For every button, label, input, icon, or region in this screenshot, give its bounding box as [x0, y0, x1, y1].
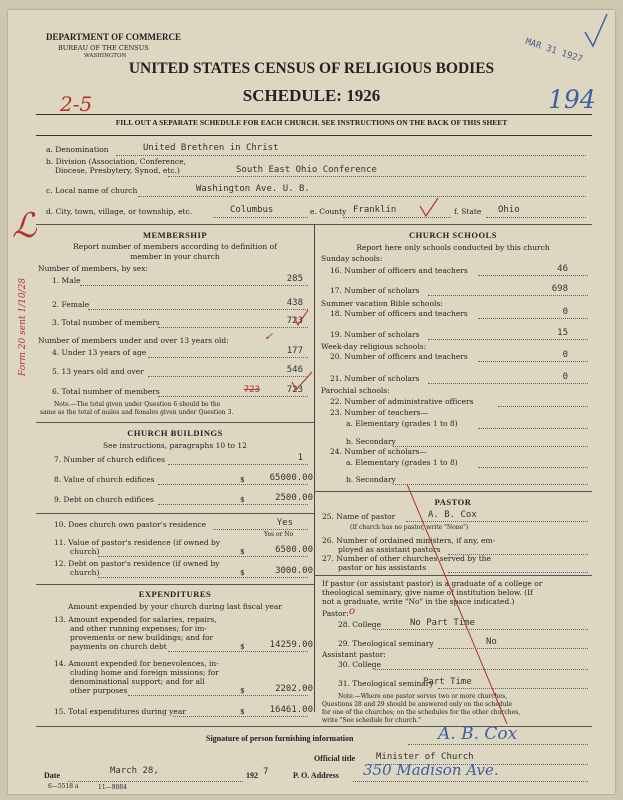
- q21-value: 0: [562, 372, 568, 382]
- pastor-title: PASTOR: [434, 497, 472, 507]
- q21-label: 21. Number of scholars: [330, 374, 420, 383]
- received-stamp: MAR 31 1927: [523, 37, 584, 65]
- local-name-value: Washington Ave. U. B.: [196, 184, 310, 194]
- expenditures-sub: Amount expended by your church during last fiscal year: [68, 602, 282, 611]
- summer-schools-label: Summer vacation Bible schools:: [321, 299, 443, 308]
- q13-line-3: provements or new buildings; and for: [70, 633, 214, 642]
- struck-total-value: 723: [243, 385, 260, 395]
- date-value: March 28,: [110, 766, 159, 776]
- county-value: Franklin: [353, 205, 397, 215]
- dollar-sign: $: [240, 547, 245, 556]
- membership-sub-1: Report number of members according to definition of: [73, 242, 277, 251]
- owns-residence-value: Yes: [276, 518, 293, 528]
- residence-debt-label-2: church): [70, 568, 100, 577]
- q14-line-4: other purposes: [70, 686, 128, 695]
- q20-value: 0: [562, 350, 568, 360]
- state-value: Ohio: [498, 205, 520, 215]
- q31-label: 31. Theological seminary: [338, 679, 434, 688]
- q15-label: 15. Total expenditures during year: [54, 707, 186, 716]
- instruction-line: FILL OUT A SEPARATE SCHEDULE FOR EACH CHURCH. SEE INSTRUCTIONS ON THE BACK OF THIS SHEET: [115, 118, 508, 127]
- weekday-schools-label: Week-day religious schools:: [321, 342, 427, 351]
- female-label: 2. Female: [52, 300, 90, 309]
- pastor-label: Pastor:: [322, 609, 349, 618]
- city-value: Columbus: [230, 205, 274, 215]
- q28-label: 28. College: [338, 620, 382, 629]
- q17-label: 17. Number of scholars: [330, 286, 420, 295]
- date-label: Date: [44, 771, 60, 780]
- q25-value: A. B. Cox: [428, 510, 477, 520]
- edifices-count-value: 1: [297, 453, 303, 463]
- bureau-city: WASHINGTON: [84, 53, 127, 59]
- q14-line-1: 14. Amount expended for benevolences, in-: [54, 659, 219, 668]
- county-label: e. County: [310, 207, 347, 216]
- sunday-schools-label: Sunday schools:: [321, 254, 383, 263]
- q23b-label: b. Secondary: [346, 437, 396, 446]
- residence-value-label: 11. Value of pastor's residence (if owned by: [54, 538, 221, 547]
- edifices-value-label: 8. Value of church edifices: [54, 475, 155, 484]
- q27-label: 27. Number of other churches served by the: [322, 554, 492, 563]
- red-strike-line: [403, 480, 513, 730]
- male-label: 1. Male: [52, 276, 81, 285]
- residence-debt-label: 12. Debt on pastor's residence (if owned by: [54, 559, 220, 568]
- q16-value: 46: [557, 264, 568, 274]
- q18-value: 0: [562, 307, 568, 317]
- q25-label: 25. Name of pastor: [322, 512, 396, 521]
- schools-title: CHURCH SCHOOLS: [409, 230, 497, 240]
- q24b-label: b. Secondary: [346, 475, 396, 484]
- q26-label-2: ployed as assistant pastors: [338, 545, 441, 554]
- pastor-note-2: Questions 28 and 29 should be answered only on the schedule: [322, 701, 513, 708]
- year-suffix: 7: [263, 767, 269, 777]
- q25-note: (If church has no pastor, write "None"): [350, 524, 469, 531]
- q13-line-2: and other running expenses; for im-: [70, 624, 207, 633]
- pastor-note-1: Note.—Where one pastor serves two or more churches,: [338, 693, 508, 700]
- q27-label-2: pastor or his assistants: [338, 563, 427, 572]
- q26-label: 26. Number of ordained ministers, if any, em-: [322, 536, 496, 545]
- signature-value: A. B. Cox: [438, 724, 518, 744]
- female-value: 438: [286, 298, 303, 308]
- under-13-value: 177: [286, 346, 303, 356]
- q24-label: 24. Number of scholars—: [330, 447, 427, 456]
- parochial-schools-label: Parochial schools:: [321, 386, 390, 395]
- po-address-value: 350 Madison Ave.: [363, 761, 499, 779]
- education-info-2: theological seminary, give name of institution below. (If: [322, 588, 533, 597]
- under-13-label: 4. Under 13 years of age: [52, 348, 147, 357]
- dollar-sign: $: [240, 707, 245, 716]
- pastor-note-4: write "See schedule for church.": [322, 717, 422, 724]
- membership-title: MEMBERSHIP: [142, 230, 208, 240]
- form-number: 6—5518 a: [48, 783, 79, 790]
- owns-residence-label: 10. Does church own pastor's residence: [54, 520, 207, 529]
- edifices-value-value: 65000.00: [269, 473, 313, 483]
- expenditures-title: EXPENDITURES: [138, 589, 212, 599]
- handwritten-number: 194: [548, 85, 596, 114]
- q13-value: 14259.00: [269, 640, 313, 650]
- over-13-label: 5. 13 years old and over: [52, 367, 144, 376]
- q22-label: 22. Number of administrative officers: [330, 397, 474, 406]
- edifices-count-label: 7. Number of church edifices: [54, 455, 165, 464]
- official-title-label: Official title: [314, 754, 356, 763]
- residence-value-label-2: church): [70, 547, 100, 556]
- members-by-age-label: Number of members under and over 13 years old:: [38, 336, 229, 345]
- bureau-name: BUREAU OF THE CENSUS: [58, 44, 149, 52]
- male-value: 285: [286, 274, 303, 284]
- yes-no-hint: Yes or No: [264, 531, 294, 538]
- q18-label: 18. Number of officers and teachers: [330, 309, 468, 318]
- q28-value: No Part Time: [410, 618, 476, 628]
- members-by-sex-label: Number of members, by sex:: [38, 264, 148, 273]
- dollar-sign: $: [240, 495, 245, 504]
- q17-value: 698: [551, 284, 568, 294]
- margin-mark: ℒ: [12, 206, 37, 246]
- q14-line-2: cluding home and foreign missions; for: [70, 668, 219, 677]
- education-info-3: not a graduate, write "No" in the space indicated.): [322, 597, 515, 606]
- buildings-title: CHURCH BUILDINGS: [127, 428, 223, 438]
- form-title: UNITED STATES CENSUS OF RELIGIOUS BODIES: [128, 60, 495, 77]
- po-address-label: P. O. Address: [293, 771, 339, 780]
- total-members-label: 3. Total number of members: [52, 318, 160, 327]
- total-members-2-value: 723: [286, 385, 303, 395]
- assistant-pastor-label: Assistant pastor:: [322, 650, 386, 659]
- form-number-2: 11—9084: [98, 784, 127, 791]
- check-mark-icon: [290, 370, 314, 394]
- dollar-sign: $: [240, 475, 245, 484]
- membership-note-1: Note.—The total given under Question 6 should be the: [54, 401, 221, 408]
- membership-sub-2: member in your church: [130, 252, 220, 261]
- q20-label: 20. Number of officers and teachers: [330, 352, 468, 361]
- q29-value: No: [486, 637, 497, 647]
- edifices-debt-value: 2500.00: [275, 493, 313, 503]
- q16-label: 16. Number of officers and teachers: [330, 266, 468, 275]
- education-info-1: If pastor (or assistant pastor) is a graduate of a college or: [322, 579, 543, 588]
- margin-mark: o: [349, 606, 356, 617]
- state-label: f. State: [454, 207, 482, 216]
- q23-label: 23. Number of teachers—: [330, 408, 429, 417]
- q13-line-1: 13. Amount expended for salaries, repairs,: [54, 615, 217, 624]
- q30-label: 30. College: [338, 660, 382, 669]
- official-title-value: Minister of Church: [376, 752, 474, 762]
- total-members-2-label: 6. Total number of members: [52, 387, 160, 396]
- division-label-2: Diocese, Presbytery, Synod, etc.): [55, 166, 180, 175]
- schedule-title: SCHEDULE: 1926: [242, 86, 381, 105]
- margin-check: ✓: [264, 330, 274, 343]
- residence-value-value: 6500.00: [275, 545, 313, 555]
- city-label: d. City, town, village, or township, etc.: [46, 207, 193, 216]
- department-name: DEPARTMENT OF COMMERCE: [46, 32, 182, 42]
- check-mark-icon: [418, 196, 440, 220]
- q23a-label: a. Elementary (grades 1 to 8): [346, 419, 458, 428]
- dollar-sign: $: [240, 568, 245, 577]
- q29-label: 29. Theological seminary: [338, 639, 434, 648]
- q19-label: 19. Number of scholars: [330, 330, 420, 339]
- year-prefix: 192: [246, 771, 258, 780]
- q19-value: 15: [557, 328, 568, 338]
- denomination-label: a. Denomination: [46, 145, 109, 154]
- local-name-label: c. Local name of church: [46, 186, 138, 195]
- membership-note-2: same as the total of males and females given under Question 3.: [40, 409, 234, 416]
- census-schedule-sheet: [8, 10, 615, 794]
- division-label: b. Division (Association, Conference,: [46, 157, 186, 166]
- denomination-value: United Brethren in Christ: [143, 143, 279, 153]
- q14-value: 2202.00: [275, 684, 313, 694]
- residence-debt-value: 3000.00: [275, 566, 313, 576]
- check-mark-icon: [581, 10, 611, 52]
- edifices-debt-label: 9. Debt on church edifices: [54, 495, 154, 504]
- q13-line-4: payments on church debt: [70, 642, 167, 651]
- dollar-sign: $: [240, 686, 245, 695]
- dollar-sign: $: [240, 642, 245, 651]
- q14-line-3: denominational support; and for all: [70, 677, 205, 686]
- pastor-note-3: for one of the churches; on the schedules for the other churches,: [322, 709, 521, 716]
- margin-note: Form 20 sent 1/10/28: [18, 277, 28, 377]
- handwritten-code: 2-5: [60, 92, 93, 116]
- q24a-label: a. Elementary (grades 1 to 8): [346, 458, 458, 467]
- total-members-value: 723: [286, 316, 303, 326]
- check-mark-icon: [292, 308, 310, 328]
- q31-value: Part Time: [423, 677, 472, 687]
- schools-sub: Report here only schools conducted by this church: [356, 243, 550, 252]
- division-value: South East Ohio Conference: [236, 165, 377, 175]
- q15-value: 16461.00: [269, 705, 313, 715]
- signature-label: Signature of person furnishing information: [206, 734, 354, 743]
- buildings-sub: See instructions, paragraphs 10 to 12: [103, 441, 247, 450]
- over-13-value: 546: [286, 365, 303, 375]
